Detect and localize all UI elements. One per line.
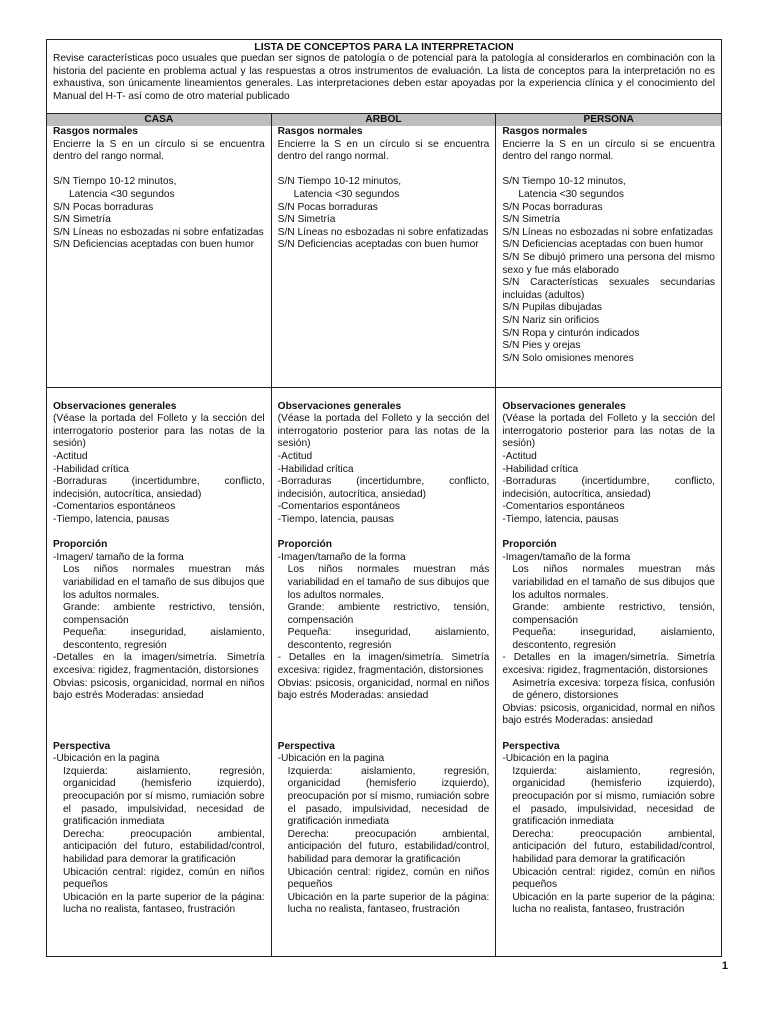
normal-item: S/N Solo omisiones menores <box>502 352 634 364</box>
proporcion-item: Los niños normales muestran más variabilidad en el tamaño de sus dibujos que los adultos normales. <box>512 564 715 601</box>
perspectiva-item: -Ubicación en la pagina <box>502 753 609 765</box>
perspectiva-item: -Ubicación en la pagina <box>53 753 160 765</box>
normal-item: S/N Deficiencias aceptadas con buen humor <box>277 239 479 251</box>
proporcion-item: Pequeña: inseguridad, aislamiento, descontento, regresión <box>287 627 490 651</box>
normal-item: S/N Simetría <box>502 214 561 226</box>
normal-item: S/N Simetría <box>277 214 336 226</box>
column-casa-normal <box>47 114 272 387</box>
proporcion-item: Grande: ambiente restrictivo, tensión, compensación <box>63 602 265 626</box>
interpretation-row <box>47 388 721 956</box>
normal-item: S/N Características sexuales secundarias incluidas (adultos) <box>502 277 715 301</box>
column-header-arbol: ARBOL <box>272 114 496 126</box>
observaciones-item: -Comentarios espontáneos <box>277 501 400 513</box>
section-title-perspectiva: Perspectiva <box>502 740 560 752</box>
normal-instructions: Encierre la S en un círculo si se encuentra dentro del rango normal. <box>277 138 490 163</box>
normal-item: S/N Tiempo 10-12 minutos, <box>277 176 402 188</box>
perspectiva-item: Ubicación en la parte superior de la página: lucha no realista, fantaseo, frustración <box>63 891 265 916</box>
section-title-perspectiva: Perspectiva <box>277 740 335 752</box>
normal-item: S/N Tiempo 10-12 minutos, <box>502 176 626 188</box>
section-title-normal: Rasgos normales <box>53 126 138 137</box>
proporcion-item: Asimetría excesiva: torpeza física, confusión de género, distorsiones <box>512 677 715 702</box>
normal-item: S/N Pocas borraduras <box>53 201 154 213</box>
normal-item: S/N Líneas no esbozadas ni sobre enfatizadas <box>53 226 264 238</box>
normal-item: S/N Deficiencias aceptadas con buen humor <box>53 239 255 251</box>
normal-item: S/N Se dibujó primero una persona del mismo sexo y fue más elaborado <box>502 251 715 276</box>
observaciones-item: -Habilidad crítica <box>277 463 354 475</box>
observaciones-item: -Tiempo, latencia, pausas <box>53 513 170 525</box>
observaciones-text: (Véase la portada del Folleto y la sección del interrogatorio posterior para las notas de la sesión) <box>53 413 265 450</box>
perspectiva-item: Ubicación en la parte superior de la página: lucha no realista, fantaseo, frustración <box>512 891 715 916</box>
proporcion-item: Pequeña: inseguridad, aislamiento, descontento, regresión <box>512 627 715 651</box>
normal-item: S/N Pocas borraduras <box>502 201 603 213</box>
concept-list-table <box>46 39 722 957</box>
section-title-observaciones: Observaciones generales <box>277 400 402 412</box>
proporcion-item: Obvias: psicosis, organicidad, normal en niños bajo estrés Moderadas: ansiedad <box>277 677 490 702</box>
document-title: LISTA DE CONCEPTOS PARA LA INTERPRETACION <box>254 41 514 53</box>
observaciones-item: -Actitud <box>277 450 313 462</box>
section-title-perspectiva: Perspectiva <box>53 740 111 752</box>
normal-traits-row <box>47 114 721 388</box>
proporcion-item: Grande: ambiente restrictivo, tensión, compensación <box>287 602 490 626</box>
observaciones-item: -Comentarios espontáneos <box>53 501 176 513</box>
proporcion-item: Los niños normales muestran más variabilidad en el tamaño de sus dibujos que los adultos normales. <box>287 564 490 601</box>
section-title-normal: Rasgos normales <box>502 126 588 137</box>
column-arbol-interpretation <box>272 388 497 956</box>
proporcion-item: Obvias: psicosis, organicidad, normal en niños bajo estrés Moderadas: ansiedad <box>502 702 715 727</box>
perspectiva-item: Ubicación central: rigidez, común en niños pequeños <box>287 866 490 891</box>
normal-item: S/N Simetría <box>53 214 111 226</box>
perspectiva-item: Derecha: preocupación ambiental, anticipación del futuro, estabilidad/control, habilidad para demorar la gratificación <box>287 828 490 865</box>
proporcion-item: -Imagen/tamaño de la forma <box>277 551 406 563</box>
perspectiva-item: Ubicación en la parte superior de la página: lucha no realista, fantaseo, frustración <box>287 891 490 916</box>
normal-item: Latencia <30 segundos <box>293 188 400 200</box>
observaciones-item: -Tiempo, latencia, pausas <box>277 513 394 525</box>
normal-item: S/N Pocas borraduras <box>277 201 378 213</box>
proporcion-item: -Imagen/tamaño de la forma <box>502 551 631 563</box>
observaciones-item: -Borraduras (incertidumbre, conflicto, indecisión, autocrítica, ansiedad) <box>53 476 265 500</box>
section-title-normal: Rasgos normales <box>277 126 363 137</box>
proporcion-item: Pequeña: inseguridad, aislamiento, descontento, regresión <box>63 627 265 651</box>
column-header-casa: CASA <box>47 114 271 126</box>
perspectiva-item: Izquierda: aislamiento, regresión, organicidad (hemisferio izquierdo), preocupación por sí mismo, rumiación sobre el pasado, impulsividad, necesidad de gratificación inmediata <box>512 765 715 828</box>
normal-item: S/N Líneas no esbozadas ni sobre enfatizadas <box>277 226 489 238</box>
observaciones-item: -Actitud <box>502 450 537 462</box>
normal-instructions: Encierre la S en un círculo si se encuentra dentro del rango normal. <box>53 138 265 163</box>
column-header-persona: PERSONA <box>496 114 721 126</box>
proporcion-item: -Imagen/ tamaño de la forma <box>53 551 184 563</box>
perspectiva-item: Ubicación central: rigidez, común en niños pequeños <box>512 866 715 891</box>
section-title-proporcion: Proporción <box>277 539 332 551</box>
proporcion-item: Grande: ambiente restrictivo, tensión, compensación <box>512 602 715 626</box>
column-arbol-normal <box>272 114 497 387</box>
observaciones-text: (Véase la portada del Folleto y la sección del interrogatorio posterior para las notas de la sesión) <box>502 413 715 450</box>
section-title-observaciones: Observaciones generales <box>53 400 177 412</box>
proporcion-item: - Detalles en la imagen/simetría. Simetría excesiva: rigidez, fragmentación, distorsiones <box>502 652 715 677</box>
normal-item: S/N Ropa y cinturón indicados <box>502 327 640 339</box>
column-persona-interpretation <box>496 388 721 956</box>
proporcion-item: Obvias: psicosis, organicidad, normal en niños bajo estrés Moderadas: ansiedad <box>53 677 265 702</box>
observaciones-item: -Habilidad crítica <box>53 463 129 475</box>
perspectiva-item: Izquierda: aislamiento, regresión, organicidad (hemisferio izquierdo), preocupación por sí mismo, rumiación sobre el pasado, impulsividad, necesidad de gratificación inmediata <box>63 765 265 828</box>
observaciones-item: -Comentarios espontáneos <box>502 501 625 513</box>
normal-instructions: Encierre la S en un círculo si se encuentra dentro del rango normal. <box>502 138 715 163</box>
page-number: 1 <box>721 960 728 972</box>
normal-item: S/N Nariz sin orificios <box>502 314 600 326</box>
observaciones-item: -Tiempo, latencia, pausas <box>502 513 619 525</box>
normal-item: S/N Tiempo 10-12 minutos, <box>53 176 177 188</box>
perspectiva-item: Ubicación central: rigidez, común en niños pequeños <box>63 866 265 891</box>
perspectiva-item: Derecha: preocupación ambiental, anticipación del futuro, estabilidad/control, habilidad para demorar la gratificación <box>63 828 265 865</box>
proporcion-item: Los niños normales muestran más variabilidad en el tamaño de sus dibujos que los adultos normales. <box>63 564 265 601</box>
intro-section <box>47 40 721 114</box>
perspectiva-item: Derecha: preocupación ambiental, anticipación del futuro, estabilidad/control, habilidad para demorar la gratificación <box>512 828 715 865</box>
normal-item: S/N Pies y orejas <box>502 340 581 352</box>
perspectiva-item: -Ubicación en la pagina <box>277 753 385 765</box>
column-persona-normal <box>496 114 721 387</box>
observaciones-item: -Borraduras (incertidumbre, conflicto, indecisión, autocrítica, ansiedad) <box>277 476 490 500</box>
normal-item: Latencia <30 segundos <box>69 188 175 200</box>
normal-item: S/N Líneas no esbozadas ni sobre enfatizadas <box>502 226 713 238</box>
section-title-observaciones: Observaciones generales <box>502 400 626 412</box>
column-casa-interpretation <box>47 388 272 956</box>
section-title-proporcion: Proporción <box>53 539 108 551</box>
perspectiva-item: Izquierda: aislamiento, regresión, organicidad (hemisferio izquierdo), preocupación por sí mismo, rumiación sobre el pasado, impulsividad, necesidad de gratificación inmediata <box>287 765 490 828</box>
normal-item: S/N Pupilas dibujadas <box>502 302 602 314</box>
normal-item: Latencia <30 segundos <box>518 188 624 200</box>
observaciones-item: -Habilidad crítica <box>502 463 579 475</box>
observaciones-item: -Actitud <box>53 450 88 462</box>
section-title-proporcion: Proporción <box>502 539 557 551</box>
observaciones-text: (Véase la portada del Folleto y la sección del interrogatorio posterior para las notas de la sesión) <box>277 413 490 450</box>
proporcion-item: - Detalles en la imagen/simetría. Simetría excesiva: rigidez, fragmentación, distorsiones <box>277 652 490 677</box>
normal-item: S/N Deficiencias aceptadas con buen humor <box>502 239 704 251</box>
intro-paragraph: Revise características poco usuales que puedan ser signos de patología o de potencial para la patología al considerarlos en combinación con la historia del paciente en problema actual y las respuestas a otros instrumentos de evaluación. La lista de conceptos para la interpretación no es exhaustiva, son únicamente lineamientos generales. Las interpretaciones deben estar apoyadas por la experiencia clínica y el conocimiento del Manual del H-T- así como de otro material publicado <box>53 53 715 102</box>
observaciones-item: -Borraduras (incertidumbre, conflicto, indecisión, autocrítica, ansiedad) <box>502 476 715 500</box>
proporcion-item: -Detalles en la imagen/simetría. Simetría excesiva: rigidez, fragmentación, distorsiones <box>53 652 265 677</box>
